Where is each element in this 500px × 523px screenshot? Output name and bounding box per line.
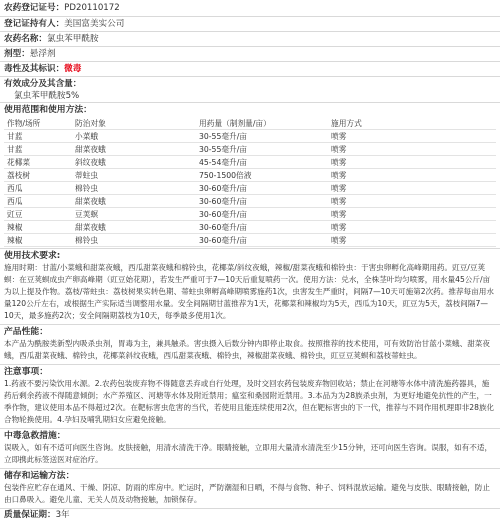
first-aid-text: 误吸入，如有不适可向医生咨询。皮肤接触，用清水清洗干净。眼睛接触，立即用大量清水清洗至少15分钟，还可向医生咨询。误服，如有不适，立即携此标签送医对症治疗。 <box>4 443 493 464</box>
table-row <box>4 143 496 156</box>
pest-cell: 甜菜夜蛾 <box>72 221 196 234</box>
usage-section <box>0 103 500 249</box>
dosage-cell: 45-54毫升/亩 <box>196 156 328 169</box>
table-row <box>4 208 496 221</box>
dosage-cell: 30-60毫升/亩 <box>196 221 328 234</box>
registration-number-label: 农药登记证号： <box>4 3 65 13</box>
dosage-cell: 30-60毫升/亩 <box>196 234 328 247</box>
pest-cell: 甜菜夜蛾 <box>72 195 196 208</box>
crop-cell: 豇豆 <box>4 208 72 221</box>
toxicity-value: 微毒 <box>64 64 82 74</box>
pest-cell: 甜菜夜蛾 <box>72 143 196 156</box>
toxicity-row <box>0 62 500 77</box>
table-row <box>4 169 496 182</box>
table-row <box>4 234 496 247</box>
method-cell: 喷雾 <box>328 182 496 195</box>
dosage-cell: 30-55毫升/亩 <box>196 130 328 143</box>
product-features-text: 本产品为酰胺类新型内吸杀虫剂，胃毒为主，兼具触杀。害虫摄入后数分钟内即停止取食。按照推荐的技术使用，可有效防治甘蓝小菜蛾、甜菜夜蛾，西瓜甜菜夜蛾、棉铃虫，花椰菜斜纹夜蛾，西瓜甜菜夜蛾、棉铃虫，辣椒甜菜夜蛾、棉铃虫，豇豆豆荚螟和荔枝蒂蛀虫。 <box>4 339 490 360</box>
pesticide-name-row <box>0 32 500 47</box>
toxicity-label: 毒性及其标识： <box>4 64 65 74</box>
ingredient-row <box>0 77 500 103</box>
crop-cell: 辣椒 <box>4 221 72 234</box>
formulation-label: 剂型： <box>4 49 30 59</box>
shelf-life-label: 质量保证期： <box>4 510 56 520</box>
method-cell: 喷雾 <box>328 195 496 208</box>
table-row <box>4 156 496 169</box>
first-aid-section <box>0 429 500 469</box>
dosage-cell: 30-60毫升/亩 <box>196 208 328 221</box>
storage-text: 包装件应贮存在通风、干燥、阴凉、防雨的库房中。贮运时，严防潮湿和日晒，不得与食物、种子、饲料混放运输。避免与皮肤、眼睛接触，防止由口鼻吸入。避免儿童、无关人员及动物接触，加锁保存。 <box>4 483 490 504</box>
usage-section-title: 使用范围和使用方法： <box>4 105 92 115</box>
crop-cell: 辣椒 <box>4 234 72 247</box>
header-crop: 作物/场所 <box>4 117 72 130</box>
crop-cell: 西瓜 <box>4 182 72 195</box>
pesticide-name-value: 氯虫苯甲酰胺 <box>46 34 99 44</box>
pest-cell: 小菜蛾 <box>72 130 196 143</box>
crop-cell: 花椰菜 <box>4 156 72 169</box>
technical-requirements-text: 施用时期：甘蓝/小菜蛾和甜菜夜蛾，西瓜甜菜夜蛾和棉铃虫，花椰菜/斜纹夜蛾，辣椒/甜菜夜蛾和棉铃虫：于害虫卵孵化高峰期用药。豇豆/豆荚螟：在豆荚螟成虫产卵高峰期（豇豆始花期），若发生严重可于7—10天后重复喷药一次。使用方法：兑水，全株茎叶均匀喷雾，用水量45公斤/亩为以上提及作物。荔枝/蒂蛀虫：荔枝树果实转色期、蒂蛀虫卵孵高峰期喷雾施药1次，虫害发生严重时，间隔7—10天可施第2次药。推荐每亩用水量120公斤左右，或根据生产实际适当调整用水量。安全间隔期甘蓝推荐为1天，花椰菜和辣椒均为5天，西瓜为10天，豇豆为5天，荔枝间隔7—10天，最多施药2次；安全间隔期荔枝为10天，每季最多使用1次。 <box>4 263 494 320</box>
method-cell: 喷雾 <box>328 130 496 143</box>
product-features-title: 产品性能： <box>4 327 48 337</box>
first-aid-title: 中毒急救措施： <box>4 431 66 441</box>
formulation-row <box>0 47 500 62</box>
pesticide-name-label: 农药名称： <box>4 34 47 44</box>
header-dosage: 用药量（制剂量/亩） <box>196 117 328 130</box>
registration-holder-label: 登记证持有人： <box>4 19 65 29</box>
registration-holder-row <box>0 17 500 32</box>
technical-requirements-title: 使用技术要求: <box>4 251 61 261</box>
registration-number-value: PD20110172 <box>64 3 120 13</box>
method-cell: 喷雾 <box>328 156 496 169</box>
storage-title: 储存和运输方法： <box>4 471 75 481</box>
method-cell: 喷雾 <box>328 169 496 182</box>
pest-cell: 斜纹夜蛾 <box>72 156 196 169</box>
method-cell: 喷雾 <box>328 208 496 221</box>
method-cell: 喷雾 <box>328 234 496 247</box>
storage-section <box>0 469 500 509</box>
dosage-cell: 30-55毫升/亩 <box>196 143 328 156</box>
table-row <box>4 221 496 234</box>
registration-holder-value: 美国富美实公司 <box>64 19 125 29</box>
registration-number-row <box>0 0 500 17</box>
table-row <box>4 130 496 143</box>
cautions-section <box>0 365 500 429</box>
dosage-cell: 750-1500倍液 <box>196 169 328 182</box>
ingredient-value: 氯虫苯甲酰胺5% <box>14 91 80 101</box>
cautions-text: 1.药液不要污染饮用水源。2.农药包装废弃物不得随意丢弃或自行处理，及时交回农药包装废弃物回收站；禁止在河塘等水体中清洗施药器具，施药后剩余药液不得随意倾倒；水产养殖区、河塘等水体及附近禁用；瘟室和桑园附近禁用。3.本品为为28族杀虫剂，为更好地避免抗性的产生，一季作物，建议使用本品不得超过2次。在靶标害虫危害的当代，若使用且能连续使用2次，但在靶标害虫的下一代，推荐与不同作用机理即非28族化合物轮换使用。4.孕妇及哺乳期妇女应避免接触。 <box>4 379 495 424</box>
crop-cell: 甘蓝 <box>4 130 72 143</box>
method-cell: 喷雾 <box>328 143 496 156</box>
header-application-method: 施用方式 <box>328 117 496 130</box>
product-features-section <box>0 325 500 365</box>
usage-table-header <box>4 117 496 130</box>
formulation-value: 悬浮剂 <box>29 49 56 59</box>
shelf-life-value: 3年 <box>55 510 70 520</box>
ingredient-label: 有效成分及其含量： <box>4 79 82 89</box>
pest-cell: 棉铃虫 <box>72 182 196 195</box>
method-cell: 喷雾 <box>328 221 496 234</box>
pest-cell: 豆荚螟 <box>72 208 196 221</box>
shelf-life-row <box>0 509 500 523</box>
pest-cell: 棉铃虫 <box>72 234 196 247</box>
crop-cell: 西瓜 <box>4 195 72 208</box>
cautions-title: 注意事项： <box>4 367 48 377</box>
crop-cell: 甘蓝 <box>4 143 72 156</box>
table-row <box>4 182 496 195</box>
pest-cell: 蒂蛀虫 <box>72 169 196 182</box>
dosage-cell: 30-60毫升/亩 <box>196 182 328 195</box>
usage-table <box>4 117 496 247</box>
technical-requirements-section <box>0 249 500 325</box>
header-target-pest: 防治对象 <box>72 117 196 130</box>
table-row <box>4 195 496 208</box>
dosage-cell: 30-60毫升/亩 <box>196 195 328 208</box>
crop-cell: 荔枝树 <box>4 169 72 182</box>
